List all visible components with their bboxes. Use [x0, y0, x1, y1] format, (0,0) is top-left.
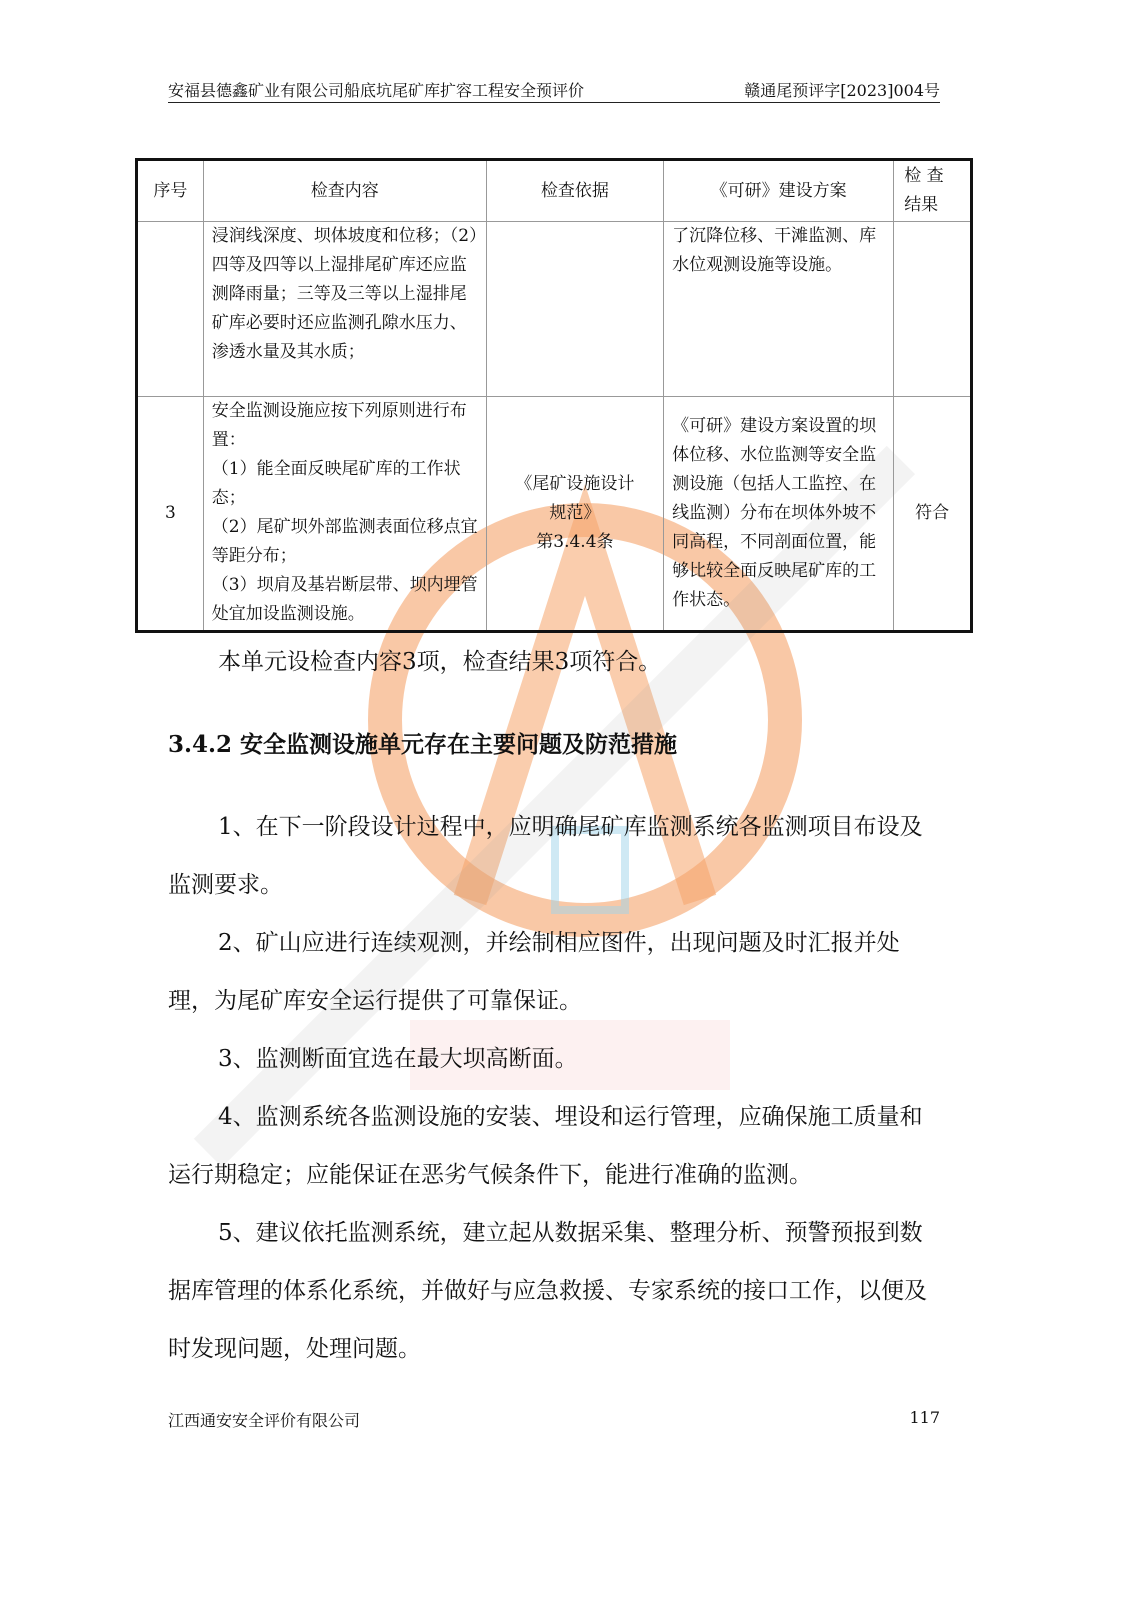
- paragraph: 3、监测断面宜选在最大坝高断面。: [218, 1046, 578, 1072]
- col-header: 检 查 结果: [894, 160, 972, 222]
- paragraph: 1、在下一阶段设计过程中，应明确尾矿库监测系统各监测项目布设及监测要求。: [168, 814, 923, 898]
- cell-result: [894, 222, 972, 397]
- col-header: 检查内容: [203, 160, 486, 222]
- content-line: 安全监测设施应按下列原则进行布置：: [211, 401, 467, 450]
- col-header: 检查依据: [486, 160, 664, 222]
- content-line: （2）尾矿坝外部监测表面位移点宜等距分布；: [211, 517, 478, 566]
- col-header: 《可研》建设方案: [664, 160, 894, 222]
- cell-content: 浸润线深度、坝体坡度和位移；（2）四等及四等以上湿排尾矿库还应监测降雨量；三等及三等以上湿排尾矿库必要时还应监测孔隙水压力、渗透水量及其水质；: [203, 222, 486, 397]
- cell-basis: [486, 397, 664, 632]
- cell-no: [137, 222, 204, 397]
- basis-line: 《尾矿设施设计规范》: [515, 474, 635, 523]
- cell-content: [203, 397, 486, 632]
- page-number: 117: [909, 1408, 940, 1427]
- header-title: 安福县德鑫矿业有限公司船底坑尾矿库扩容工程安全预评价: [168, 81, 585, 100]
- inspection-table: [135, 158, 973, 633]
- cell-plan: 了沉降位移、干滩监测、库水位观测设施等设施。: [664, 222, 894, 397]
- body-text: [168, 633, 940, 1378]
- section-heading: 3.4.2 安全监测设施单元存在主要问题及防范措施: [168, 731, 678, 758]
- page-header: [168, 78, 940, 103]
- cell-result: 符合: [894, 397, 972, 632]
- content-line: （1）能全面反映尾矿库的工作状态；: [211, 459, 461, 508]
- page-footer: [168, 1408, 940, 1431]
- header-doc-number: 赣通尾预评字[2023]004号: [744, 81, 940, 100]
- cell-plan: 《可研》建设方案设置的坝体位移、水位监测等安全监测设施（包括人工监控、在线监测）分布在坝体外坡不同高程，不同剖面位置，能够比较全面反映尾矿库的工作状态。: [664, 397, 894, 632]
- basis-line: 第3.4.4条: [536, 532, 614, 552]
- content-line: （3）坝肩及基岩断层带、坝内埋管处宜加设监测设施。: [211, 575, 478, 624]
- paragraph: 4、监测系统各监测设施的安装、埋设和运行管理，应确保施工质量和运行期稳定；应能保证在恶劣气候条件下，能进行准确的监测。: [168, 1104, 923, 1188]
- table-row: [137, 397, 972, 632]
- table-row: [137, 222, 972, 397]
- paragraph: 2、矿山应进行连续观测，并绘制相应图件，出现问题及时汇报并处理，为尾矿库安全运行提供了可靠保证。: [168, 930, 900, 1014]
- summary-text: 本单元设检查内容3项，检查结果3项符合。: [218, 649, 662, 675]
- page-body: [135, 158, 973, 1378]
- footer-company: 江西通安安全评价有限公司: [168, 1411, 361, 1430]
- table-header-row: [137, 160, 972, 222]
- cell-no: 3: [137, 397, 204, 632]
- paragraph: 5、建议依托监测系统，建立起从数据采集、整理分析、预警预报到数据库管理的体系化系统，并做好与应急救援、专家系统的接口工作，以便及时发现问题，处理问题。: [168, 1220, 927, 1362]
- col-header: 序号: [137, 160, 204, 222]
- cell-basis: [486, 222, 664, 397]
